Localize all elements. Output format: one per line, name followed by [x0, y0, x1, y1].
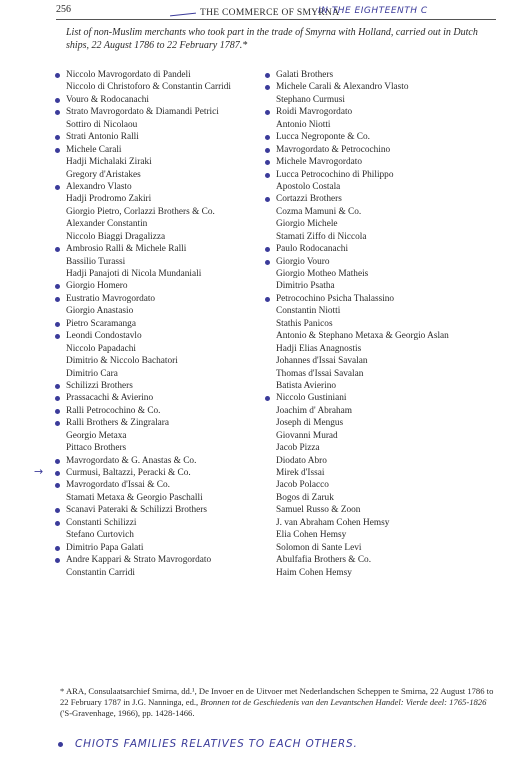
pen-dot-icon: [55, 421, 60, 426]
merchant-entry: [262, 305, 502, 317]
merchant-name: Hadji Prodromo Zakiri: [66, 194, 152, 205]
merchant-entry: [52, 256, 272, 268]
merchant-name: Giorgio Vouro: [276, 256, 330, 267]
pen-stroke: [170, 13, 196, 17]
merchant-name: Michele Mavrogordato: [276, 157, 362, 168]
merchant-entry: [52, 417, 272, 429]
merchant-name: Batista Avierino: [276, 380, 336, 391]
pen-dot-icon: [55, 521, 60, 526]
merchant-entry: [262, 529, 502, 541]
pen-dot-icon: [265, 160, 270, 165]
pen-dot-icon: [265, 396, 270, 401]
handwritten-header-note: IN THE EIGHTEENTH C: [318, 6, 428, 16]
merchant-name: Solomon di Sante Levi: [276, 542, 362, 553]
merchant-name: Mavrogordato & Petrocochino: [276, 144, 391, 155]
merchant-entry: [262, 119, 502, 131]
merchant-name: Antonio & Stephano Metaxa & Georgio Aslan: [276, 331, 449, 342]
merchant-name: Curmusi, Baltazzi, Peracki & Co.: [66, 468, 191, 478]
merchant-entry: [262, 343, 502, 355]
merchant-entry: [52, 567, 272, 579]
merchant-entry: [262, 492, 502, 504]
merchant-entry: [52, 106, 272, 118]
pen-dot-icon: [265, 135, 270, 140]
merchant-name: Niccolo Gustiniani: [276, 393, 347, 404]
merchant-entry: [262, 280, 502, 292]
header-rule: [56, 19, 496, 20]
merchant-name: Joachim d' Abraham: [276, 405, 353, 416]
merchant-name: Apostolo Costala: [276, 181, 341, 192]
merchant-name: Roidi Mavrogordato: [276, 107, 353, 118]
pen-dot-icon: [265, 297, 270, 302]
merchant-entry: [52, 529, 272, 541]
footnote-title: Bronnen tot de Geschiedenis van den Levantschen Handel: Vierde deel: 1765-1826: [200, 696, 487, 707]
merchant-name: Mavrogordato d'Issai & Co.: [66, 480, 170, 491]
merchant-name: Cozma Mamuni & Co.: [276, 206, 362, 217]
merchant-entry: [52, 119, 272, 131]
pen-dot-icon: [265, 173, 270, 178]
merchant-name: Stephano Curmusi: [276, 94, 345, 105]
pen-dot-icon: [55, 508, 60, 513]
merchant-name: Abulfafia Brothers & Co.: [276, 555, 372, 566]
merchant-name: Alexandro Vlasto: [66, 181, 132, 192]
merchant-entry: [262, 417, 502, 429]
pen-dot-icon: [265, 260, 270, 265]
merchant-entry: [52, 268, 272, 280]
merchant-entry: [52, 442, 272, 454]
pen-dot-icon: [55, 483, 60, 488]
merchant-entry: [262, 193, 502, 205]
pen-dot-icon: [55, 148, 60, 153]
pen-dot-icon: [55, 558, 60, 563]
merchant-entry: [262, 542, 502, 554]
merchant-name: Dimitrio Papa Galati: [66, 542, 144, 553]
merchant-name: Galati Brothers: [276, 70, 334, 80]
merchant-entry: [52, 181, 272, 193]
merchant-name: Niccolo Biaggi Dragalizza: [66, 231, 166, 242]
handwritten-note-text: CHIOTS FAMILIES RELATIVES TO EACH OTHERS.: [75, 738, 358, 750]
merchant-entry: [52, 69, 272, 81]
merchant-entry: [52, 405, 272, 417]
merchant-name: Dimitrio & Niccolo Bachatori: [66, 356, 178, 367]
merchant-entry: [52, 231, 272, 243]
merchant-list-left: [34, 69, 272, 579]
merchant-name: Pittaco Brothers: [66, 443, 127, 454]
merchant-name: Niccolo di Christoforo & Constantin Carridi: [66, 82, 232, 93]
pen-dot-icon: [265, 110, 270, 115]
merchant-entry: [52, 517, 272, 529]
merchant-entry: [262, 243, 502, 255]
merchant-entry: [52, 368, 272, 380]
merchant-entry: [262, 156, 502, 168]
pen-dot-icon: [55, 409, 60, 414]
merchant-entry: [262, 94, 502, 106]
merchant-entry: [262, 455, 502, 467]
merchant-name: Ambrosio Ralli & Michele Ralli: [66, 244, 187, 255]
merchant-entry: [262, 293, 502, 305]
merchant-entry: [52, 94, 272, 106]
merchant-entry: [262, 554, 502, 566]
merchant-entry: [262, 131, 502, 143]
merchant-entry: [52, 504, 272, 516]
merchant-name: Lucca Negroponte & Co.: [276, 132, 370, 143]
merchant-entry: [52, 293, 272, 305]
merchant-name: Lucca Petrocochino di Philippo: [276, 169, 394, 180]
merchant-entry: [262, 144, 502, 156]
merchant-name: Hadji Elias Anagnostis: [276, 343, 362, 354]
merchant-name: Elia Cohen Hemsy: [276, 530, 347, 541]
merchant-entry: [52, 554, 272, 566]
pen-dot-icon: [55, 322, 60, 327]
merchant-entry: [262, 517, 502, 529]
pen-dot-icon: [55, 98, 60, 103]
merchant-entry: [52, 318, 272, 330]
merchant-name: Gregory d'Aristakes: [66, 169, 141, 180]
merchant-entry: [262, 330, 502, 342]
merchant-name: Ralli Petrocochino & Co.: [66, 405, 161, 416]
footnote-text-1: * ARA, Consulaatsarchief Smirna, dd.¹, De Invoer en de Uitvoer met Nederlandschen Scheppen te Smirna, 22 August 1786 to 22 February 1787 in J.G. Nanninga, ed.,: [60, 686, 494, 707]
merchant-entry: [262, 380, 502, 392]
merchant-entry: [262, 231, 502, 243]
merchant-name: Niccolo Mavrogordato di Pandeli: [66, 70, 191, 80]
merchant-name: Stamati Ziffo di Niccola: [276, 231, 367, 242]
pen-dot-icon: [55, 546, 60, 551]
merchant-name: Giovanni Murad: [276, 430, 338, 441]
merchant-name: Michele Carali: [66, 144, 122, 155]
merchant-name: Giorgio Anastasio: [66, 306, 134, 317]
merchant-name: Giorgio Michele: [276, 219, 338, 230]
merchant-name: Hadji Michalaki Ziraki: [66, 157, 152, 168]
merchant-entry: [262, 467, 502, 479]
merchant-entry: [262, 81, 502, 93]
merchant-entry: [262, 368, 502, 380]
merchant-name: Dimitrio Psatha: [276, 281, 335, 292]
merchant-entry: [34, 465, 272, 479]
merchant-name: Constanti Schilizzi: [66, 517, 137, 528]
merchant-entry: [262, 355, 502, 367]
merchant-name: Pietro Scaramanga: [66, 318, 136, 329]
merchant-name: Prassacachi & Avierino: [66, 393, 154, 404]
merchant-name: Giorgio Motheo Matheis: [276, 269, 369, 279]
merchant-name: Giorgio Homero: [66, 281, 128, 292]
merchant-entry: [52, 144, 272, 156]
pen-dot-icon: [55, 185, 60, 190]
merchant-name: Stamati Metaxa & Georgio Paschalli: [66, 492, 203, 503]
pen-dot-icon: [55, 135, 60, 140]
merchant-name: Eustratio Mavrogordato: [66, 293, 156, 304]
pen-dot-icon: [55, 396, 60, 401]
merchant-entry: [52, 542, 272, 554]
pen-dot-icon: [55, 73, 60, 78]
pen-dot-icon: [55, 297, 60, 302]
merchant-name: Georgio Metaxa: [66, 430, 127, 441]
pen-dot-icon: [265, 247, 270, 252]
merchant-name: Giorgio Pietro, Corlazzi Brothers & Co.: [66, 206, 215, 217]
merchant-entry: [262, 430, 502, 442]
table-caption: List of non-Muslim merchants who took part in the trade of Smyrna with Holland, carried out in Dutch ships, 22 August 1786 to 22 February 1787.*: [66, 27, 478, 51]
merchant-name: Stathis Panicos: [276, 318, 333, 329]
merchant-entry: [52, 156, 272, 168]
merchant-entry: [52, 218, 272, 230]
merchant-name: Mirek d'Issai: [276, 468, 325, 478]
pen-dot-icon: [265, 73, 270, 78]
merchant-entry: [262, 318, 502, 330]
merchant-name: Thomas d'Issai Savalan: [276, 368, 364, 379]
merchant-name: Paulo Rodocanachi: [276, 244, 349, 255]
merchant-entry: [262, 169, 502, 181]
merchant-name: Strati Antonio Ralli: [66, 132, 139, 143]
merchant-entry: [262, 206, 502, 218]
merchant-name: Bogos di Zaruk: [276, 492, 334, 503]
merchant-entry: [52, 355, 272, 367]
merchant-name: Jacob Polacco: [276, 480, 329, 491]
merchant-name: Scanavi Pateraki & Schilizzi Brothers: [66, 505, 207, 516]
merchant-entry: [262, 69, 502, 81]
merchant-name: J. van Abraham Cohen Hemsy: [276, 517, 390, 528]
merchant-entry: [262, 567, 502, 579]
merchant-name: Vouro & Rodocanachi: [66, 94, 149, 105]
merchant-name: Mavrogordato & G. Anastas & Co.: [66, 455, 197, 466]
merchant-entry: [52, 169, 272, 181]
merchant-entry: [52, 131, 272, 143]
merchant-entry: [262, 504, 502, 516]
merchant-name: Ralli Brothers & Zingralara: [66, 418, 170, 429]
footnote: [60, 686, 500, 718]
merchant-name: Stefano Curtovich: [66, 530, 134, 541]
merchant-name: Cortazzi Brothers: [276, 194, 342, 205]
merchant-entry: [262, 405, 502, 417]
merchant-name: Schilizzi Brothers: [66, 380, 133, 391]
pen-arrow-icon: →: [34, 465, 44, 478]
merchant-name: Joseph di Mengus: [276, 418, 344, 429]
handwritten-note: [58, 738, 358, 750]
merchant-entry: [52, 380, 272, 392]
merchant-name: Diodato Abro: [276, 455, 327, 466]
merchant-entry: [52, 479, 272, 491]
merchant-entry: [52, 343, 272, 355]
merchant-list-right: [262, 69, 502, 579]
merchant-entry: [52, 455, 272, 467]
merchant-name: Leondi Condostavlo: [66, 331, 142, 342]
merchant-entry: [52, 330, 272, 342]
merchant-name: Samuel Russo & Zoon: [276, 505, 361, 516]
merchant-name: Bassilio Turassi: [66, 256, 126, 267]
pen-dot-icon: [55, 334, 60, 339]
merchant-name: Sottiro di Nicolaou: [66, 119, 138, 130]
merchant-name: Hadji Panajoti di Nicola Mundaniali: [66, 269, 202, 279]
pen-dot-icon: [265, 148, 270, 153]
pen-dot-icon: [55, 384, 60, 389]
merchant-entry: [52, 81, 272, 93]
merchant-entry: [262, 256, 502, 268]
merchant-entry: [52, 492, 272, 504]
merchant-entry: [262, 268, 502, 280]
merchant-name: Johannes d'Issai Savalan: [276, 356, 368, 367]
merchant-entry: [262, 218, 502, 230]
merchant-entry: [52, 206, 272, 218]
pen-dot-icon: [55, 247, 60, 252]
merchant-entry: [262, 392, 502, 404]
merchant-name: Constantin Carridi: [66, 567, 135, 578]
merchant-entry: [52, 305, 272, 317]
pen-dot-icon: [55, 459, 60, 464]
merchant-name: Niccolo Papadachi: [66, 343, 136, 354]
merchant-entry: [52, 193, 272, 205]
merchant-name: Alexander Constantin: [66, 219, 148, 230]
merchant-name: Haim Cohen Hemsy: [276, 567, 352, 578]
running-head: THE COMMERCE OF SMYRNA: [200, 8, 340, 18]
merchant-entry: [52, 280, 272, 292]
merchant-entry: [262, 479, 502, 491]
pen-dot-icon: [265, 197, 270, 202]
merchant-name: Dimitrio Cara: [66, 368, 118, 379]
merchant-entry: [262, 106, 502, 118]
merchant-entry: [262, 181, 502, 193]
merchant-name: Jacob Pizza: [276, 443, 320, 454]
pen-bullet-icon: [58, 742, 63, 747]
pen-dot-icon: [55, 284, 60, 289]
merchant-entry: [52, 392, 272, 404]
merchant-entry: [52, 430, 272, 442]
footnote-text-2: ('S-Gravenhage, 1966), pp. 1428-1466.: [60, 707, 195, 718]
merchant-name: Strato Mavrogordato & Diamandi Petrici: [66, 107, 219, 118]
pen-dot-icon: [55, 471, 60, 476]
merchant-entry: [262, 442, 502, 454]
merchant-name: Antonio Niotti: [276, 119, 331, 130]
merchant-name: Constantin Niotti: [276, 306, 341, 317]
merchant-name: Andre Kappari & Strato Mavrogordato: [66, 555, 212, 566]
pen-dot-icon: [265, 85, 270, 90]
page-number: 256: [56, 4, 71, 15]
merchant-entry: [52, 243, 272, 255]
merchant-name: Petrocochino Psicha Thalassino: [276, 293, 395, 304]
pen-dot-icon: [55, 110, 60, 115]
merchant-name: Michele Carali & Alexandro Vlasto: [276, 82, 409, 93]
